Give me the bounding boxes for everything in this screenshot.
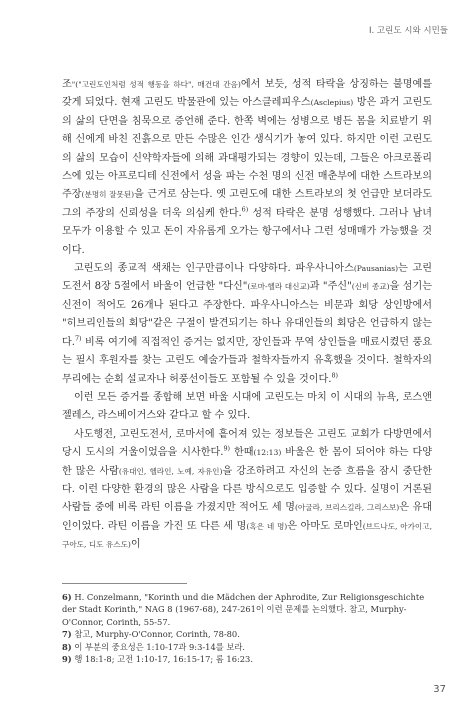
footnote-rule	[62, 583, 187, 584]
body-text	[62, 76, 432, 555]
text-run: 은 유대인이었다. 라틴 이름을 가진 또 다른 세 명	[62, 502, 432, 532]
footnotes	[62, 591, 432, 665]
footnote	[62, 591, 432, 628]
footnote-ref: 8)	[331, 371, 338, 380]
footnote-text: 행 18:1-8; 고전 1:10-17, 16:15-17; 롬 16:23.	[71, 654, 253, 665]
text-run: 한때	[230, 447, 254, 459]
body-paragraph	[62, 76, 432, 260]
text-run: 방은 과거 고린도의 삶의 단면을 침묵으로 증언해 준다. 한쪽 벽에는 성병으로 병든 몸을 치료받기 위해 신에게 바친 진흙으로 만든 수많은 인간 생식기가 놓여 있다. 하지만 이런 고린도의 삶의 모습이 신약학자들에 의해 과대평가되는 경향이 있는데, 그들은 아크로폴리스에 있는 아프로디테 신전에서 성을 파는 수천 명의 신전 매춘부에 대한 스트라보의 주장	[62, 97, 432, 201]
text-run: 을 근거로 삼는다. 옛 고린도에 대한 스트라보의 첫 언급만 보더라도 그의 주장의 신뢰성을 더욱 의심케 한다.	[62, 189, 432, 219]
body-paragraph	[62, 426, 432, 555]
footnote-ref: 7)	[74, 334, 82, 343]
text-run: 성적 타락은 분명 성행했다. 그러나 남녀 모두가 이용할 수 있고 돈이 자유롭게 오가는 항구에서나 그런 성매매가 가능했을 것이다.	[62, 207, 432, 256]
inline-annotation: (신비 종교)	[351, 282, 390, 292]
text-run: 이	[130, 539, 141, 551]
inline-annotation: (Asclepius)	[310, 98, 354, 108]
footnote-ref: 6)	[241, 205, 249, 214]
text-run: 을 강조하려고 자신의 논증 흐름을 잠시 중단한다. 이런 다양한 환경의 많은 사람을 다른 방식으로도 입증할 수 있다. 실명이 거론된 사람들 중에 비록 라틴 이름을 가졌지만 적어도 세 명	[62, 465, 432, 514]
text-run: 는 고린도전서 8장 5절에서 바울이 언급한 "다신"	[62, 263, 432, 293]
footnote-text: H. Conzelmann, "Korinth und die Mädchen der Aphrodite, Zur Religionsgeschichte der Stadt Korinth," NAG 8 (1967-68), 247-261이 이런 문제를 논의했다. 참고, Murphy-O'Connor, Corinth, 55-57.	[62, 592, 425, 627]
inline-annotation: (분명히 잘못된)	[81, 190, 135, 200]
footnote-text: 참고, Murphy-O'Connor, Corinth, 78-80.	[71, 629, 240, 640]
inline-annotation: (12:13)	[253, 448, 282, 458]
inline-annotation: (유대인, 헬라인, 노예, 자유인)	[118, 466, 223, 476]
text-run: 은 아마도 로마인	[287, 520, 363, 532]
inline-annotation: (로마-헬라 대신교)	[247, 282, 310, 292]
footnote	[62, 653, 432, 665]
footnote-text: 이 부분의 중요성은 1:10-17과 9:3-14를 보라.	[71, 641, 246, 652]
inline-annotation: (아굴라, 브리스길라, 그리스보)	[294, 503, 400, 513]
text-run: 에서 보듯, 성적 타락을 상징하는 불명예를 갖게 되었다. 현재 고린도 박물관에 있는 아스클레피우스	[62, 79, 432, 109]
text-run: 비록 여기에 직접적인 증거는 없지만, 장인들과 무역 상인들을 매료시켰던 풍요는 필시 후원자를 찾는 고린도 예술가들과 철학자들까지 유혹했을 것이다. 철학자의 무리에는 순회 설교자나 허풍선이들도 포함될 수 있을 것이다.	[62, 336, 432, 385]
inline-annotation: (혹은 네 명)	[246, 521, 288, 531]
running-header: Ⅰ. 고린도 시와 시민들	[368, 26, 448, 36]
footnote-number: 6)	[62, 592, 72, 602]
footnote	[62, 641, 432, 653]
text-run: 바울은 한 몸이 되어야 하는 다양한 많은 사람	[62, 447, 432, 477]
footnote	[62, 628, 432, 640]
text-run: 사도행전, 고린도전서, 로마서에 흩어져 있는 정보들은 고린도 교회가 다방면에서 당시 도시의 거울이었음을 시사한다.	[62, 428, 432, 459]
body-paragraph	[62, 260, 432, 389]
inline-annotation: (Pausanias)	[353, 264, 399, 274]
footnote-number: 8)	[62, 641, 72, 652]
inline-annotation: (브드나도, 아가이고, 구아도, 디도 유스도)	[62, 521, 432, 550]
body-paragraph	[62, 389, 432, 426]
footnote-number: 9)	[62, 654, 72, 665]
text-run: 을 섬기는 신전이 적어도 26개나 된다고 주장한다. 파우사니아스는 비문과 회당 상인방에서 "히브리인들의 회당"같은 구절이 발견되기는 하나 유대인들의 회당은 언급하지 않는다.	[62, 281, 432, 348]
footnote-number: 7)	[62, 629, 72, 640]
text-run: 과 "주신"	[309, 281, 352, 293]
text-run: 이런 모든 증거를 종합해 보면 바울 시대에 고린도는 마치 이 시대의 뉴욕, 로스앤젤레스, 라스베이거스와 같다고 할 수 있다.	[62, 391, 432, 422]
text-run: 조	[62, 79, 72, 90]
text-run: 고린도의 종교적 색채는 인구만큼이나 다양하다. 파우사니아스	[74, 263, 354, 275]
footnote-ref: 9)	[223, 444, 230, 453]
inline-annotation: "("고린도인처럼 성적 행동을 하다", 매건대 간음)	[71, 80, 241, 89]
page-number: 37	[433, 684, 446, 695]
